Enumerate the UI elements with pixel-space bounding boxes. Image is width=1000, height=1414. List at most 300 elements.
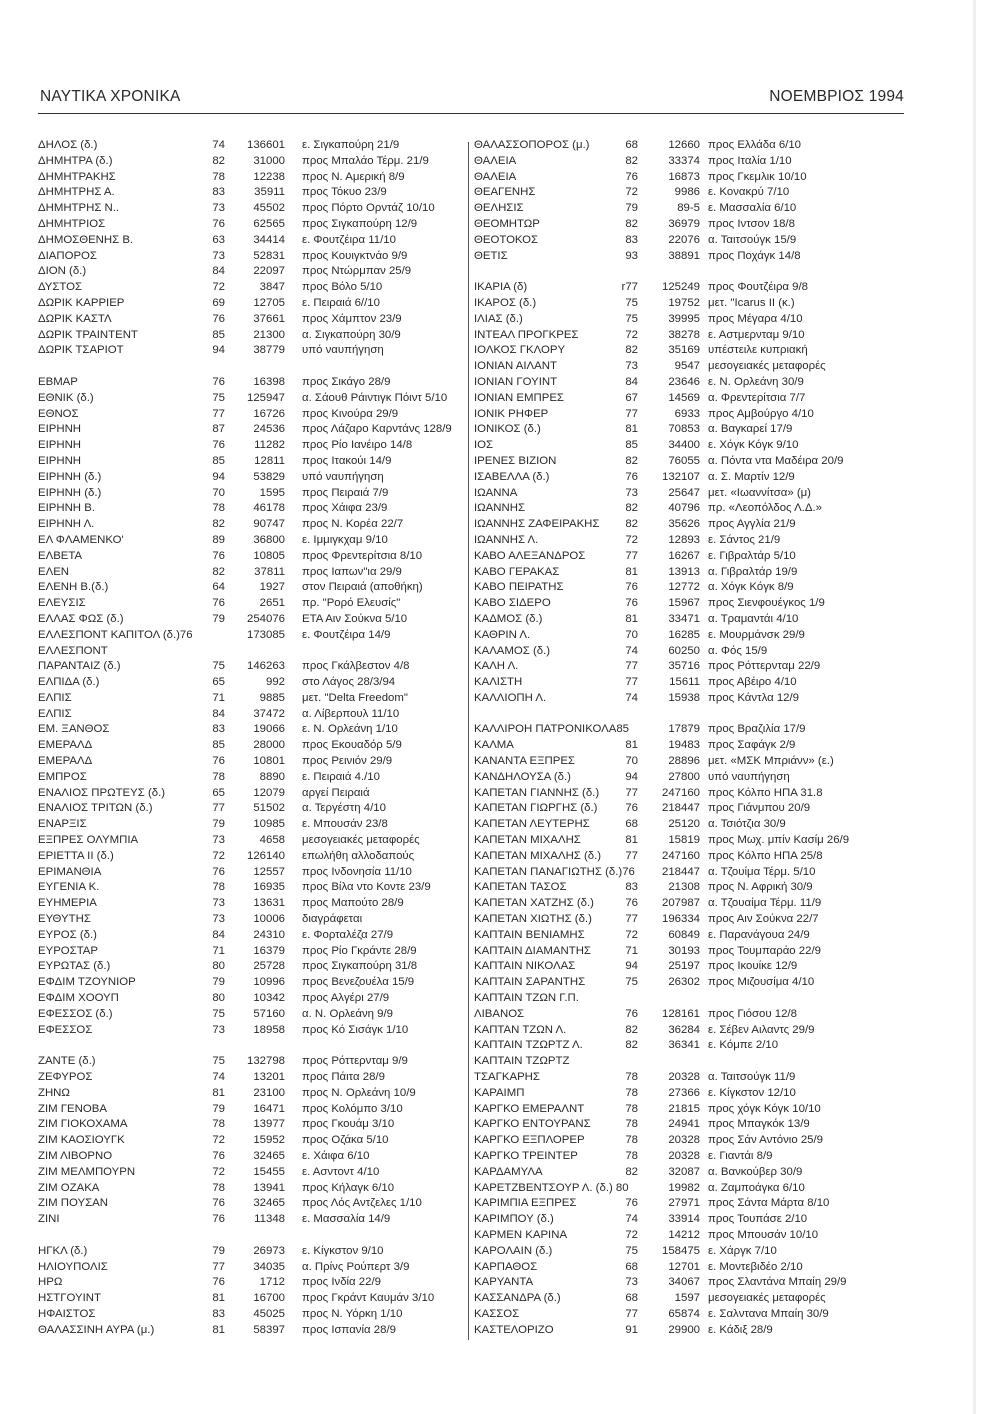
ship-row bbox=[38, 343, 462, 359]
build-year: 76 bbox=[212, 597, 225, 610]
build-year: 68 bbox=[625, 139, 638, 151]
ship-name: ΕΦΕΣΣΟΣ bbox=[38, 1023, 93, 1036]
ship-row bbox=[474, 1117, 904, 1133]
ship-name: ΚΑΠΤΑΙΝ ΒΕΝΙΑΜΗΣ bbox=[474, 928, 585, 941]
position-note: ε. Κίγκστον 12/10 bbox=[708, 1086, 796, 1099]
build-year: 82 bbox=[625, 502, 638, 515]
ship-name: ΚΑΛΑΜΟΣ (δ.) bbox=[474, 644, 551, 657]
position-note: ε. Σιγκαπούρη 21/9 bbox=[302, 139, 400, 151]
tonnage: 38779 bbox=[253, 344, 285, 357]
position-note: προς Ινδονησία 11/10 bbox=[302, 865, 412, 878]
ship-name: ΚΑΠΤΑΙΝ ΤΖΩΡΤΖ Λ. bbox=[474, 1039, 583, 1052]
ship-row bbox=[474, 170, 904, 186]
ship-name: ΚΑΡΑΙΜΠ bbox=[474, 1086, 525, 1099]
column-divider bbox=[468, 142, 469, 1340]
tonnage: 35626 bbox=[668, 518, 700, 531]
tonnage: 37472 bbox=[253, 707, 285, 720]
tonnage: 1595 bbox=[259, 486, 285, 499]
ship-name: ΙΝΤΕΑΛ ΠΡΟΓΚΡΕΣ bbox=[474, 328, 579, 341]
ship-name: ΚΑΠΕΤΑΝ ΓΙΑΝΝΗΣ (δ.) bbox=[474, 786, 600, 799]
tonnage: 24941 bbox=[668, 1118, 700, 1131]
ship-name: ΚΑΠΕΤΑΝ ΤΑΣΟΣ bbox=[474, 881, 567, 894]
position-note: α. Ν. Ορλεάνη 9/9 bbox=[302, 1007, 393, 1020]
tonnage: 13631 bbox=[253, 897, 285, 910]
ship-row bbox=[474, 691, 904, 707]
tonnage: 51502 bbox=[253, 802, 285, 815]
tonnage: 22076 bbox=[668, 233, 700, 246]
build-year: 76 bbox=[625, 470, 638, 483]
position-note: ε. Χάργκ 7/10 bbox=[708, 1244, 777, 1257]
build-year: 78 bbox=[212, 170, 225, 183]
position-note: α. Τραμαντάι 4/10 bbox=[708, 612, 799, 625]
ship-name: ΕΙΡΗΝΗ bbox=[38, 454, 82, 467]
tonnage: 34035 bbox=[253, 1260, 285, 1273]
ship-row bbox=[474, 801, 904, 817]
ship-name: ΙΚΑΡΙΑ (δ) bbox=[474, 281, 528, 294]
tonnage: 28000 bbox=[253, 739, 285, 752]
tonnage: 21300 bbox=[253, 328, 285, 341]
ship-row bbox=[474, 1196, 904, 1212]
build-year: 72 bbox=[625, 533, 638, 546]
ship-name: ΕΛΠΙΣ bbox=[38, 707, 72, 720]
ship-row bbox=[474, 786, 904, 802]
build-year: 73 bbox=[625, 360, 638, 373]
tonnage: 9547 bbox=[674, 360, 700, 373]
ship-name: ΔΗΜΗΤΡΑΚΗΣ bbox=[38, 170, 116, 183]
ship-name: ΘΑΛΑΣΣΙΝΗ ΑΥΡΑ (μ.) bbox=[38, 1323, 155, 1336]
ship-row bbox=[474, 975, 904, 991]
ship-row bbox=[474, 944, 904, 960]
position-note: ε. Πειραιά 6//10 bbox=[302, 296, 380, 309]
ship-row bbox=[38, 154, 462, 170]
build-year: 75 bbox=[625, 976, 638, 989]
position-note: ε. Μουρμάνσκ 29/9 bbox=[708, 628, 805, 641]
position-note: προς Ν. Υόρκη 1/10 bbox=[302, 1307, 403, 1320]
tonnage: 45025 bbox=[253, 1307, 285, 1320]
position-note: προς Ν. Αμερική 8/9 bbox=[302, 170, 405, 183]
tonnage: 18958 bbox=[253, 1023, 285, 1036]
tonnage: 38278 bbox=[668, 328, 700, 341]
ship-name: ΚΑΠΕΤΑΝ ΧΑΤΖΗΣ (δ.) bbox=[474, 897, 594, 910]
tonnage: 1712 bbox=[259, 1276, 285, 1289]
ship-row bbox=[38, 296, 462, 312]
ship-name: ΖΙΜ ΜΕΛΜΠΟΥΡΝ bbox=[38, 1165, 136, 1178]
ship-name: ΚΑΡΙΜΠΙΑ ΕΞΠΡΕΣ bbox=[474, 1197, 577, 1210]
position-note: προς Κάντλα 12/9 bbox=[708, 691, 800, 704]
build-year: 78 bbox=[212, 1118, 225, 1131]
ship-name: ΘΕΟΤΟΚΟΣ bbox=[474, 233, 539, 246]
ship-row bbox=[38, 896, 462, 912]
position-note: προς χόγκ Κόγκ 10/10 bbox=[708, 1102, 821, 1115]
position-note: προς Σαφάγκ 2/9 bbox=[708, 739, 796, 752]
ship-row bbox=[38, 1054, 462, 1070]
position-note: ε. Ν. Ορλεάνη 1/10 bbox=[302, 723, 398, 736]
right-ship-list bbox=[474, 138, 904, 1339]
build-year: 79 bbox=[212, 1244, 225, 1257]
build-year: 79 bbox=[212, 976, 225, 989]
build-year: 78 bbox=[212, 502, 225, 515]
ship-name: ΕΒΜΑΡ bbox=[38, 375, 78, 388]
build-year: 83 bbox=[625, 233, 638, 246]
build-year: 73 bbox=[625, 486, 638, 499]
build-year: 82 bbox=[625, 154, 638, 167]
ship-row bbox=[38, 1102, 462, 1118]
build-year: 76 bbox=[625, 897, 638, 910]
tonnage: 28896 bbox=[668, 755, 700, 768]
position-note: προς Ιαπων"ια 29/9 bbox=[302, 565, 402, 578]
tonnage: 16267 bbox=[668, 549, 700, 562]
position-note: προς Σιγκαπούρη 12/9 bbox=[302, 217, 418, 230]
ship-name: ΚΑΡΓΚΟ ΕΜΕΡΑΛΝΤ bbox=[474, 1102, 585, 1115]
ship-row bbox=[474, 1275, 904, 1291]
ship-name: ΖΑΝΤΕ (δ.) bbox=[38, 1055, 96, 1068]
section-gap bbox=[38, 359, 462, 375]
tonnage: 125947 bbox=[246, 391, 285, 404]
tonnage: 23100 bbox=[253, 1086, 285, 1099]
build-year: 74 bbox=[625, 691, 638, 704]
tonnage: 20328 bbox=[668, 1134, 700, 1147]
ship-row bbox=[474, 1244, 904, 1260]
build-year: 76 bbox=[625, 1197, 638, 1210]
ship-row bbox=[38, 1086, 462, 1102]
ship-row bbox=[38, 754, 462, 770]
ship-name: ΖΙΜ ΚΑΟΣΙΟΥΓΚ bbox=[38, 1134, 125, 1147]
ship-name: ΙΡΕΝΕΣ ΒΙΖΙΟΝ bbox=[474, 454, 557, 467]
ship-row bbox=[38, 628, 462, 644]
tonnage: 19982 bbox=[668, 1181, 700, 1194]
build-year: 77 bbox=[625, 1307, 638, 1320]
ship-row bbox=[38, 1196, 462, 1212]
build-year: 65 bbox=[212, 676, 225, 689]
position-note: προς Οζάκα 5/10 bbox=[302, 1134, 389, 1147]
build-year: 78 bbox=[625, 1086, 638, 1099]
build-year: 78 bbox=[212, 1181, 225, 1194]
tonnage: 14569 bbox=[668, 391, 700, 404]
ship-name: ΙΟΣ bbox=[474, 439, 494, 452]
position-note: α. Σιγκαπούρη 30/9 bbox=[302, 328, 401, 341]
ship-name: ΚΑΡΟΛΑΙΝ (δ.) bbox=[474, 1244, 553, 1257]
position-note: προς Κινούρα 29/9 bbox=[302, 407, 399, 420]
tonnage: 126140 bbox=[246, 849, 285, 862]
tonnage: 36341 bbox=[668, 1039, 700, 1052]
ship-name: ΚΑΡΔΑΜΥΛΑ bbox=[474, 1165, 543, 1178]
ship-name: ΕΙΡΗΝΗ (δ.) bbox=[38, 470, 102, 483]
build-year: 73 bbox=[212, 249, 225, 262]
build-year: 85 bbox=[625, 439, 638, 452]
ship-name: ΕΛΕΥΣΙΣ bbox=[38, 597, 86, 610]
build-year: 77 bbox=[625, 407, 638, 420]
tonnage: 13977 bbox=[253, 1118, 285, 1131]
tonnage: 25120 bbox=[668, 818, 700, 831]
ship-name: ΕΜΕΡΑΛΔ bbox=[38, 755, 93, 768]
ship-row bbox=[474, 770, 904, 786]
ship-name: ΕΝΑΛΙΟΣ ΤΡΙΤΩΝ (δ.) bbox=[38, 802, 153, 815]
position-note: προς Φουτζέιρα 9/8 bbox=[708, 281, 809, 294]
ship-row bbox=[38, 770, 462, 786]
ship-row bbox=[38, 438, 462, 454]
ship-name: ΔΩΡΙΚ ΚΑΡΡΙΕΡ bbox=[38, 296, 125, 309]
build-year: 85 bbox=[212, 328, 225, 341]
position-note: υπό ναυπήγηση bbox=[302, 470, 384, 483]
position-note: στον Πειραιά (αποθήκη) bbox=[302, 581, 423, 594]
ship-row bbox=[474, 833, 904, 849]
build-year: 84 bbox=[212, 265, 225, 278]
ship-row bbox=[474, 659, 904, 675]
position-note: προς Σιενφουέγκος 1/9 bbox=[708, 597, 825, 610]
build-year: 81 bbox=[625, 834, 638, 847]
build-year: 81 bbox=[625, 565, 638, 578]
position-note: ε. Σάντος 21/9 bbox=[708, 533, 781, 546]
tonnage: 254076 bbox=[246, 612, 285, 625]
build-year: 75 bbox=[212, 660, 225, 673]
position-note: ε. Κίγκστον 9/10 bbox=[302, 1244, 384, 1257]
tonnage: 35169 bbox=[668, 344, 700, 357]
ship-name: ΚΑΡΓΚΟ ΕΝΤΟΥΡΑΝΣ bbox=[474, 1118, 591, 1131]
ship-name: ΔΗΜΟΣΘΕΝΗΣ Β. bbox=[38, 233, 134, 246]
section-gap bbox=[38, 1228, 462, 1244]
ship-name: ΕΦΕΣΣΟΣ (δ.) bbox=[38, 1007, 113, 1020]
build-year: 75 bbox=[625, 312, 638, 325]
build-year: 74 bbox=[212, 139, 225, 151]
ship-row bbox=[474, 991, 904, 1007]
position-note: ε. Φουτζέιρα 11/10 bbox=[302, 233, 396, 246]
ship-row bbox=[38, 991, 462, 1007]
build-year: 77 bbox=[625, 676, 638, 689]
build-year: 81 bbox=[212, 1292, 225, 1305]
build-year: 72 bbox=[625, 328, 638, 341]
position-note: α. Ταιτσούγκ 11/9 bbox=[708, 1071, 796, 1084]
position-note: α. Γιβραλτάρ 19/9 bbox=[708, 565, 798, 578]
ship-name: ΙΟΝΙΑΝ ΓΟΥΙΝΤ bbox=[474, 375, 558, 388]
build-year: 76 bbox=[212, 375, 225, 388]
ship-row bbox=[38, 517, 462, 533]
position-note: προς Λός Αντζελες 1/10 bbox=[302, 1197, 422, 1210]
section-gap bbox=[474, 707, 904, 723]
position-note: μετ. "Delta Freedom" bbox=[302, 691, 408, 704]
position-note: προς Αγγλία 21/9 bbox=[708, 518, 796, 531]
ship-name: ΘΕΛΗΣΙΣ bbox=[474, 202, 524, 215]
ship-row bbox=[38, 722, 462, 738]
tonnage: 32465 bbox=[253, 1150, 285, 1162]
ship-row bbox=[474, 201, 904, 217]
tonnage: 39995 bbox=[668, 312, 700, 325]
ship-name: ΕΛΛΕΣΠΟΝΤ ΚΑΠΙΤΟΛ (δ.)76 bbox=[38, 628, 193, 641]
build-year: 72 bbox=[212, 281, 225, 294]
ship-name: ΕΝΑΛΙΟΣ ΠΡΩΤΕΥΣ (δ.) bbox=[38, 786, 166, 799]
position-note: προς Ν. Αφρική 30/9 bbox=[708, 881, 813, 894]
ship-row bbox=[38, 1133, 462, 1149]
position-note: ΕΤΑ Αιν Σούκνα 5/10 bbox=[302, 612, 408, 625]
build-year: 82 bbox=[625, 344, 638, 357]
tonnage: 12557 bbox=[253, 865, 285, 878]
ship-row bbox=[474, 628, 904, 644]
ship-name: ΙΩΑΝΝΗΣ ΖΑΦΕΙΡΑΚΗΣ bbox=[474, 518, 600, 531]
position-note: α. Τεργέστη 4/10 bbox=[302, 802, 386, 815]
tonnage: 34067 bbox=[668, 1276, 700, 1289]
ship-row bbox=[38, 1007, 462, 1023]
build-year: 93 bbox=[625, 249, 638, 262]
position-note: προς Ικουίκε 12/9 bbox=[708, 960, 798, 973]
ship-name: ΘΕΟΜΗΤΩΡ bbox=[474, 217, 540, 230]
position-note: ε. Παρανάγουα 24/9 bbox=[708, 928, 810, 941]
build-year: 83 bbox=[625, 881, 638, 894]
position-note: προς Ελλάδα 6/10 bbox=[708, 139, 801, 151]
ship-name: ΚΑΠΕΤΑΝ ΜΙΧΑΛΗΣ (δ.) bbox=[474, 849, 602, 862]
position-note: προς Κήλαγκ 6/10 bbox=[302, 1181, 395, 1194]
ship-name: ΘΑΛΑΣΣΟΠΟΡΟΣ (μ.) bbox=[474, 139, 590, 151]
build-year: 76 bbox=[212, 865, 225, 878]
tonnage: 12811 bbox=[254, 454, 285, 467]
ship-name: ΗΓΚΛ (δ.) bbox=[38, 1244, 88, 1257]
tonnage: 1927 bbox=[259, 581, 285, 594]
tonnage: 13941 bbox=[253, 1181, 285, 1194]
ship-name: ΕΙΡΗΝΗ (δ.) bbox=[38, 486, 102, 499]
position-note: επωλήθη αλλοδαπούς bbox=[302, 849, 415, 862]
ship-row bbox=[474, 422, 904, 438]
position-note: προς Σλαντάνα Μπαίη 29/9 bbox=[708, 1276, 847, 1289]
build-year: 76 bbox=[625, 802, 638, 815]
position-note: προς Ισπανία 28/9 bbox=[302, 1323, 396, 1336]
build-year: 76 bbox=[212, 1150, 225, 1162]
position-note: προς Μέγαρα 4/10 bbox=[708, 312, 803, 325]
ship-row bbox=[474, 375, 904, 391]
ship-name: ΕΛΛΕΣΠΟΝΤ bbox=[38, 644, 108, 657]
ship-row bbox=[38, 644, 462, 660]
ship-row bbox=[38, 1165, 462, 1181]
tonnage: 37661 bbox=[253, 312, 285, 325]
ship-name: ΕΜ. ΞΑΝΘΟΣ bbox=[38, 723, 110, 736]
ship-name: ΙΣΑΒΕΛΛΑ (δ.) bbox=[474, 470, 550, 483]
build-year: 75 bbox=[212, 1055, 225, 1068]
tonnage: 33374 bbox=[668, 154, 700, 167]
ship-row bbox=[474, 1149, 904, 1165]
build-year: 77 bbox=[625, 549, 638, 562]
tonnage: 16935 bbox=[253, 881, 285, 894]
ship-row bbox=[474, 738, 904, 754]
ship-row bbox=[474, 1260, 904, 1276]
ship-row bbox=[474, 470, 904, 486]
tonnage: 12660 bbox=[668, 139, 700, 151]
tonnage: 12238 bbox=[253, 170, 285, 183]
build-year: 69 bbox=[212, 296, 225, 309]
ship-name: ΙΟΝΙΑΝ ΑΙΛΑΝΤ bbox=[474, 360, 557, 373]
ship-row bbox=[474, 296, 904, 312]
ship-name: ΙΟΝΙΚ ΡΗΦΕΡ bbox=[474, 407, 549, 420]
ship-row bbox=[38, 454, 462, 470]
ship-name: ΤΣΑΓΚΑΡΗΣ bbox=[474, 1071, 540, 1084]
ship-row bbox=[474, 596, 904, 612]
build-year: 78 bbox=[625, 1134, 638, 1147]
tonnage: 16700 bbox=[253, 1292, 285, 1305]
left-ship-list bbox=[38, 138, 462, 1339]
position-note: προς Κόλπο ΗΠΑ 31.8 bbox=[708, 786, 823, 799]
ship-row bbox=[38, 533, 462, 549]
position-note: προς Γκράντ Καυμάν 3/10 bbox=[302, 1292, 435, 1305]
ship-row bbox=[474, 138, 904, 154]
position-note: προς Σάν Αντόνιο 25/9 bbox=[708, 1134, 824, 1147]
position-note: προς Πόρτο Ορντάζ 10/10 bbox=[302, 202, 435, 215]
position-note: υπό ναυπήγηση bbox=[302, 344, 384, 357]
position-note: πρ. «Λεοπόλδος Λ.Δ.» bbox=[708, 502, 822, 515]
position-note: πρ. "Ρορό Ελευσίς" bbox=[302, 597, 401, 610]
ship-name: ΕΦΔΙΜ ΧΟΟΥΠ bbox=[38, 992, 119, 1005]
position-note: προς Τουμπαράο 22/9 bbox=[708, 944, 821, 957]
build-year: 80 bbox=[212, 992, 225, 1005]
position-note: α. Βανκούβερ 30/9 bbox=[708, 1165, 803, 1178]
ship-name: ΚΑΝΑΝΤΑ ΕΞΠΡΕΣ bbox=[474, 755, 575, 768]
position-note: α. Φός 15/9 bbox=[708, 644, 768, 657]
ship-row bbox=[474, 865, 904, 881]
ship-row bbox=[38, 1260, 462, 1276]
ship-row bbox=[474, 1070, 904, 1086]
ship-name: ΚΑΒΟ ΑΛΕΞΑΝΔΡΟΣ bbox=[474, 549, 586, 562]
tonnage: 34400 bbox=[668, 439, 700, 452]
ship-name: ΚΑΒΟ ΓΕΡΑΚΑΣ bbox=[474, 565, 560, 578]
ship-name: ΚΑΛΛΙΡΟΗ ΠΑΤΡΟΝΙΚΟΛΑ85 bbox=[474, 723, 629, 736]
position-note: υπό ναυπήγηση bbox=[708, 770, 790, 783]
position-note: α. Πόντα ντα Μαδέιρα 20/9 bbox=[708, 454, 844, 467]
ship-name: ΚΑΠΕΤΑΝ ΛΕΥΤΕΡΗΣ bbox=[474, 818, 590, 831]
ship-name: ΚΑΠΤΑΙΝ ΣΑΡΑΝΤΗΣ bbox=[474, 976, 586, 989]
ship-row bbox=[474, 959, 904, 975]
position-note: προς Αβέιρο 4/10 bbox=[708, 676, 797, 689]
build-year: 77 bbox=[625, 786, 638, 799]
position-note: α. Σάουθ Ράιντιγκ Πόιντ 5/10 bbox=[302, 391, 448, 404]
tonnage: 25647 bbox=[668, 486, 700, 499]
ship-name: ΔΥΣΤΟΣ bbox=[38, 281, 83, 294]
position-note: ε. Φουτζέιρα 14/9 bbox=[302, 628, 391, 641]
ship-name: ΕΛ ΦΛΑΜΕΝΚΟ' bbox=[38, 533, 124, 546]
tonnage: 19483 bbox=[668, 739, 700, 752]
build-year: 82 bbox=[625, 1165, 638, 1178]
build-year: 80 bbox=[212, 960, 225, 973]
position-note: προς Μωχ. μπίν Κασίμ 26/9 bbox=[708, 834, 850, 847]
position-note: α. Βαγκαρεί 17/9 bbox=[708, 423, 793, 436]
tonnage: 12772 bbox=[668, 581, 700, 594]
build-year: 74 bbox=[212, 1071, 225, 1084]
build-year: 76 bbox=[212, 312, 225, 325]
position-note: προς Μαπούτο 28/9 bbox=[302, 897, 404, 910]
ship-row bbox=[474, 1038, 904, 1054]
build-year: 76 bbox=[212, 1276, 225, 1289]
build-year: 68 bbox=[625, 1260, 638, 1273]
tonnage: 15938 bbox=[668, 691, 700, 704]
tonnage: 31000 bbox=[253, 154, 285, 167]
tonnage: 25728 bbox=[253, 960, 285, 973]
build-year: 65 bbox=[212, 786, 225, 799]
ship-name: ΚΑΡΜΕΝ ΚΑΡΙΝΑ bbox=[474, 1228, 568, 1241]
position-note: προς Γκεμλικ 10/10 bbox=[708, 170, 807, 183]
build-year: 83 bbox=[212, 1307, 225, 1320]
build-year: 81 bbox=[625, 612, 638, 625]
ship-name: ΚΑΠΤΑΙΝ ΤΖΩΝ Γ.Π. bbox=[474, 992, 579, 1005]
build-year: r77 bbox=[621, 281, 638, 294]
tonnage: 90747 bbox=[253, 518, 285, 531]
tonnage: 25197 bbox=[668, 960, 700, 973]
build-year: 73 bbox=[625, 1276, 638, 1289]
ship-name: ΚΑΠΤΑΙΝ ΔΙΑΜΑΝΤΗΣ bbox=[474, 944, 591, 957]
ship-row bbox=[474, 1102, 904, 1118]
position-note: ε. Σαλντανα Μπαίη 30/9 bbox=[708, 1307, 829, 1320]
ship-row bbox=[474, 233, 904, 249]
ship-row bbox=[38, 580, 462, 596]
build-year: 81 bbox=[212, 1323, 225, 1336]
position-note: αργεί Πειραιά bbox=[302, 786, 370, 799]
position-note: προς Ν. Ορλεάνη 10/9 bbox=[302, 1086, 416, 1099]
position-note: διαγράφεται bbox=[302, 913, 363, 926]
ship-row bbox=[38, 975, 462, 991]
ship-row bbox=[38, 1149, 462, 1165]
